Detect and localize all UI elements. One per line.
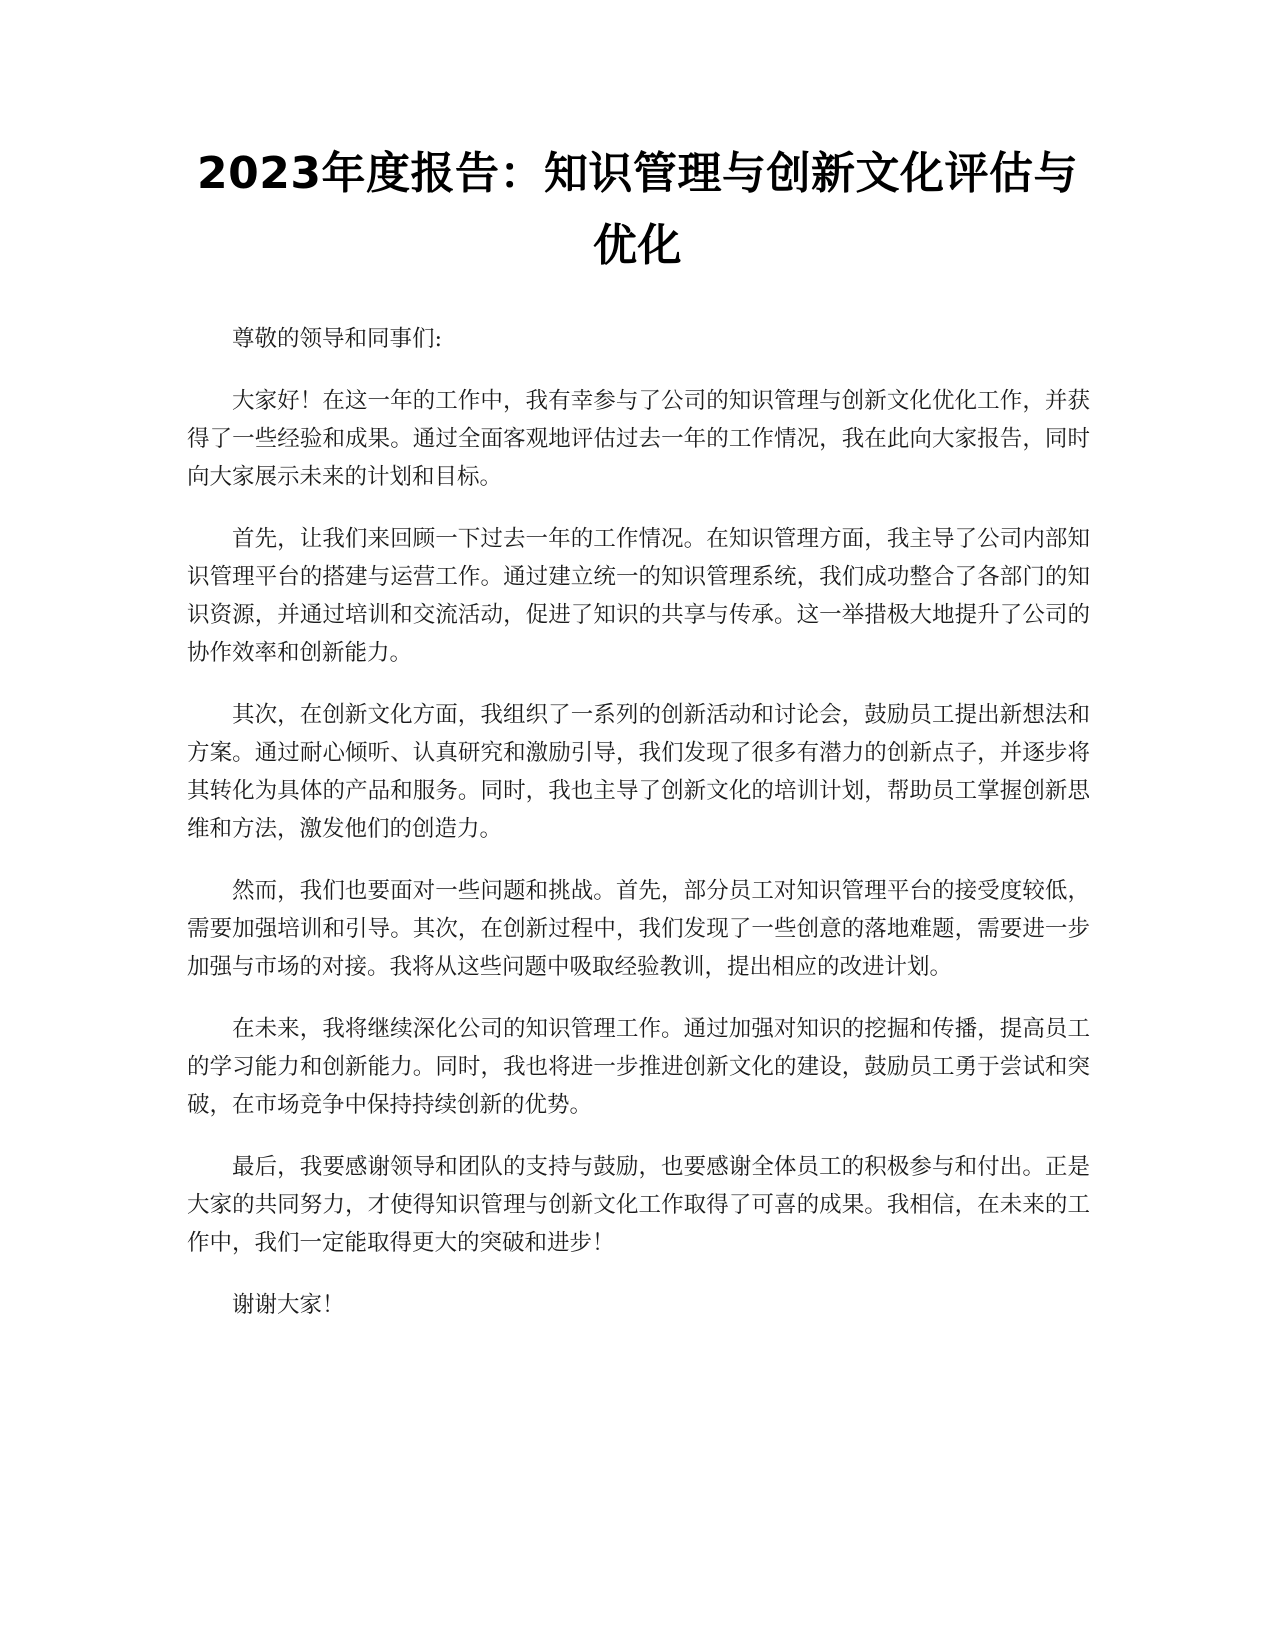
paragraph-future-plans: 在未来，我将继续深化公司的知识管理工作。通过加强对知识的挖掘和传播，提高员工的学习能力和创新能力。同时，我也将进一步推进创新文化的建设，鼓励员工勇于尝试和突破，在市场竞争中保持持续创新的优势。 [187,1016,1090,1118]
title-line-1: 2023年度报告：知识管理与创新文化评估与 [197,148,1078,199]
document-body [187,320,1090,1348]
paragraph-innovation-culture: 其次，在创新文化方面，我组织了一系列的创新活动和讨论会，鼓励员工提出新想法和方案。通过耐心倾听、认真研究和激励引导，我们发现了很多有潜力的创新点子，并逐步将其转化为具体的产品和服务。同时，我也主导了创新文化的培训计划，帮助员工掌握创新思维和方法，激发他们的创造力。 [187,702,1090,842]
salutation: 尊敬的领导和同事们: [232,326,443,352]
paragraph-challenges: 然而，我们也要面对一些问题和挑战。首先，部分员工对知识管理平台的接受度较低，需要加强培训和引导。其次，在创新过程中，我们发现了一些创意的落地难题，需要进一步加强与市场的对接。我将从这些问题中吸取经验教训，提出相应的改进计划。 [187,878,1090,980]
paragraph-knowledge-management: 首先，让我们来回顾一下过去一年的工作情况。在知识管理方面，我主导了公司内部知识管理平台的搭建与运营工作。通过建立统一的知识管理系统，我们成功整合了各部门的知识资源，并通过培训和交流活动，促进了知识的共享与传承。这一举措极大地提升了公司的协作效率和创新能力。 [187,526,1090,666]
title-line-2: 优化 [593,220,682,271]
document-title [150,138,1125,282]
paragraph-thanks: 最后，我要感谢领导和团队的支持与鼓励，也要感谢全体员工的积极参与和付出。正是大家的共同努力，才使得知识管理与创新文化工作取得了可喜的成果。我相信，在未来的工作中，我们一定能取得更大的突破和进步！ [187,1154,1090,1256]
paragraph-intro: 大家好！在这一年的工作中，我有幸参与了公司的知识管理与创新文化优化工作，并获得了一些经验和成果。通过全面客观地评估过去一年的工作情况，我在此向大家报告，同时向大家展示未来的计划和目标。 [187,388,1090,490]
closing: 谢谢大家！ [232,1292,345,1318]
